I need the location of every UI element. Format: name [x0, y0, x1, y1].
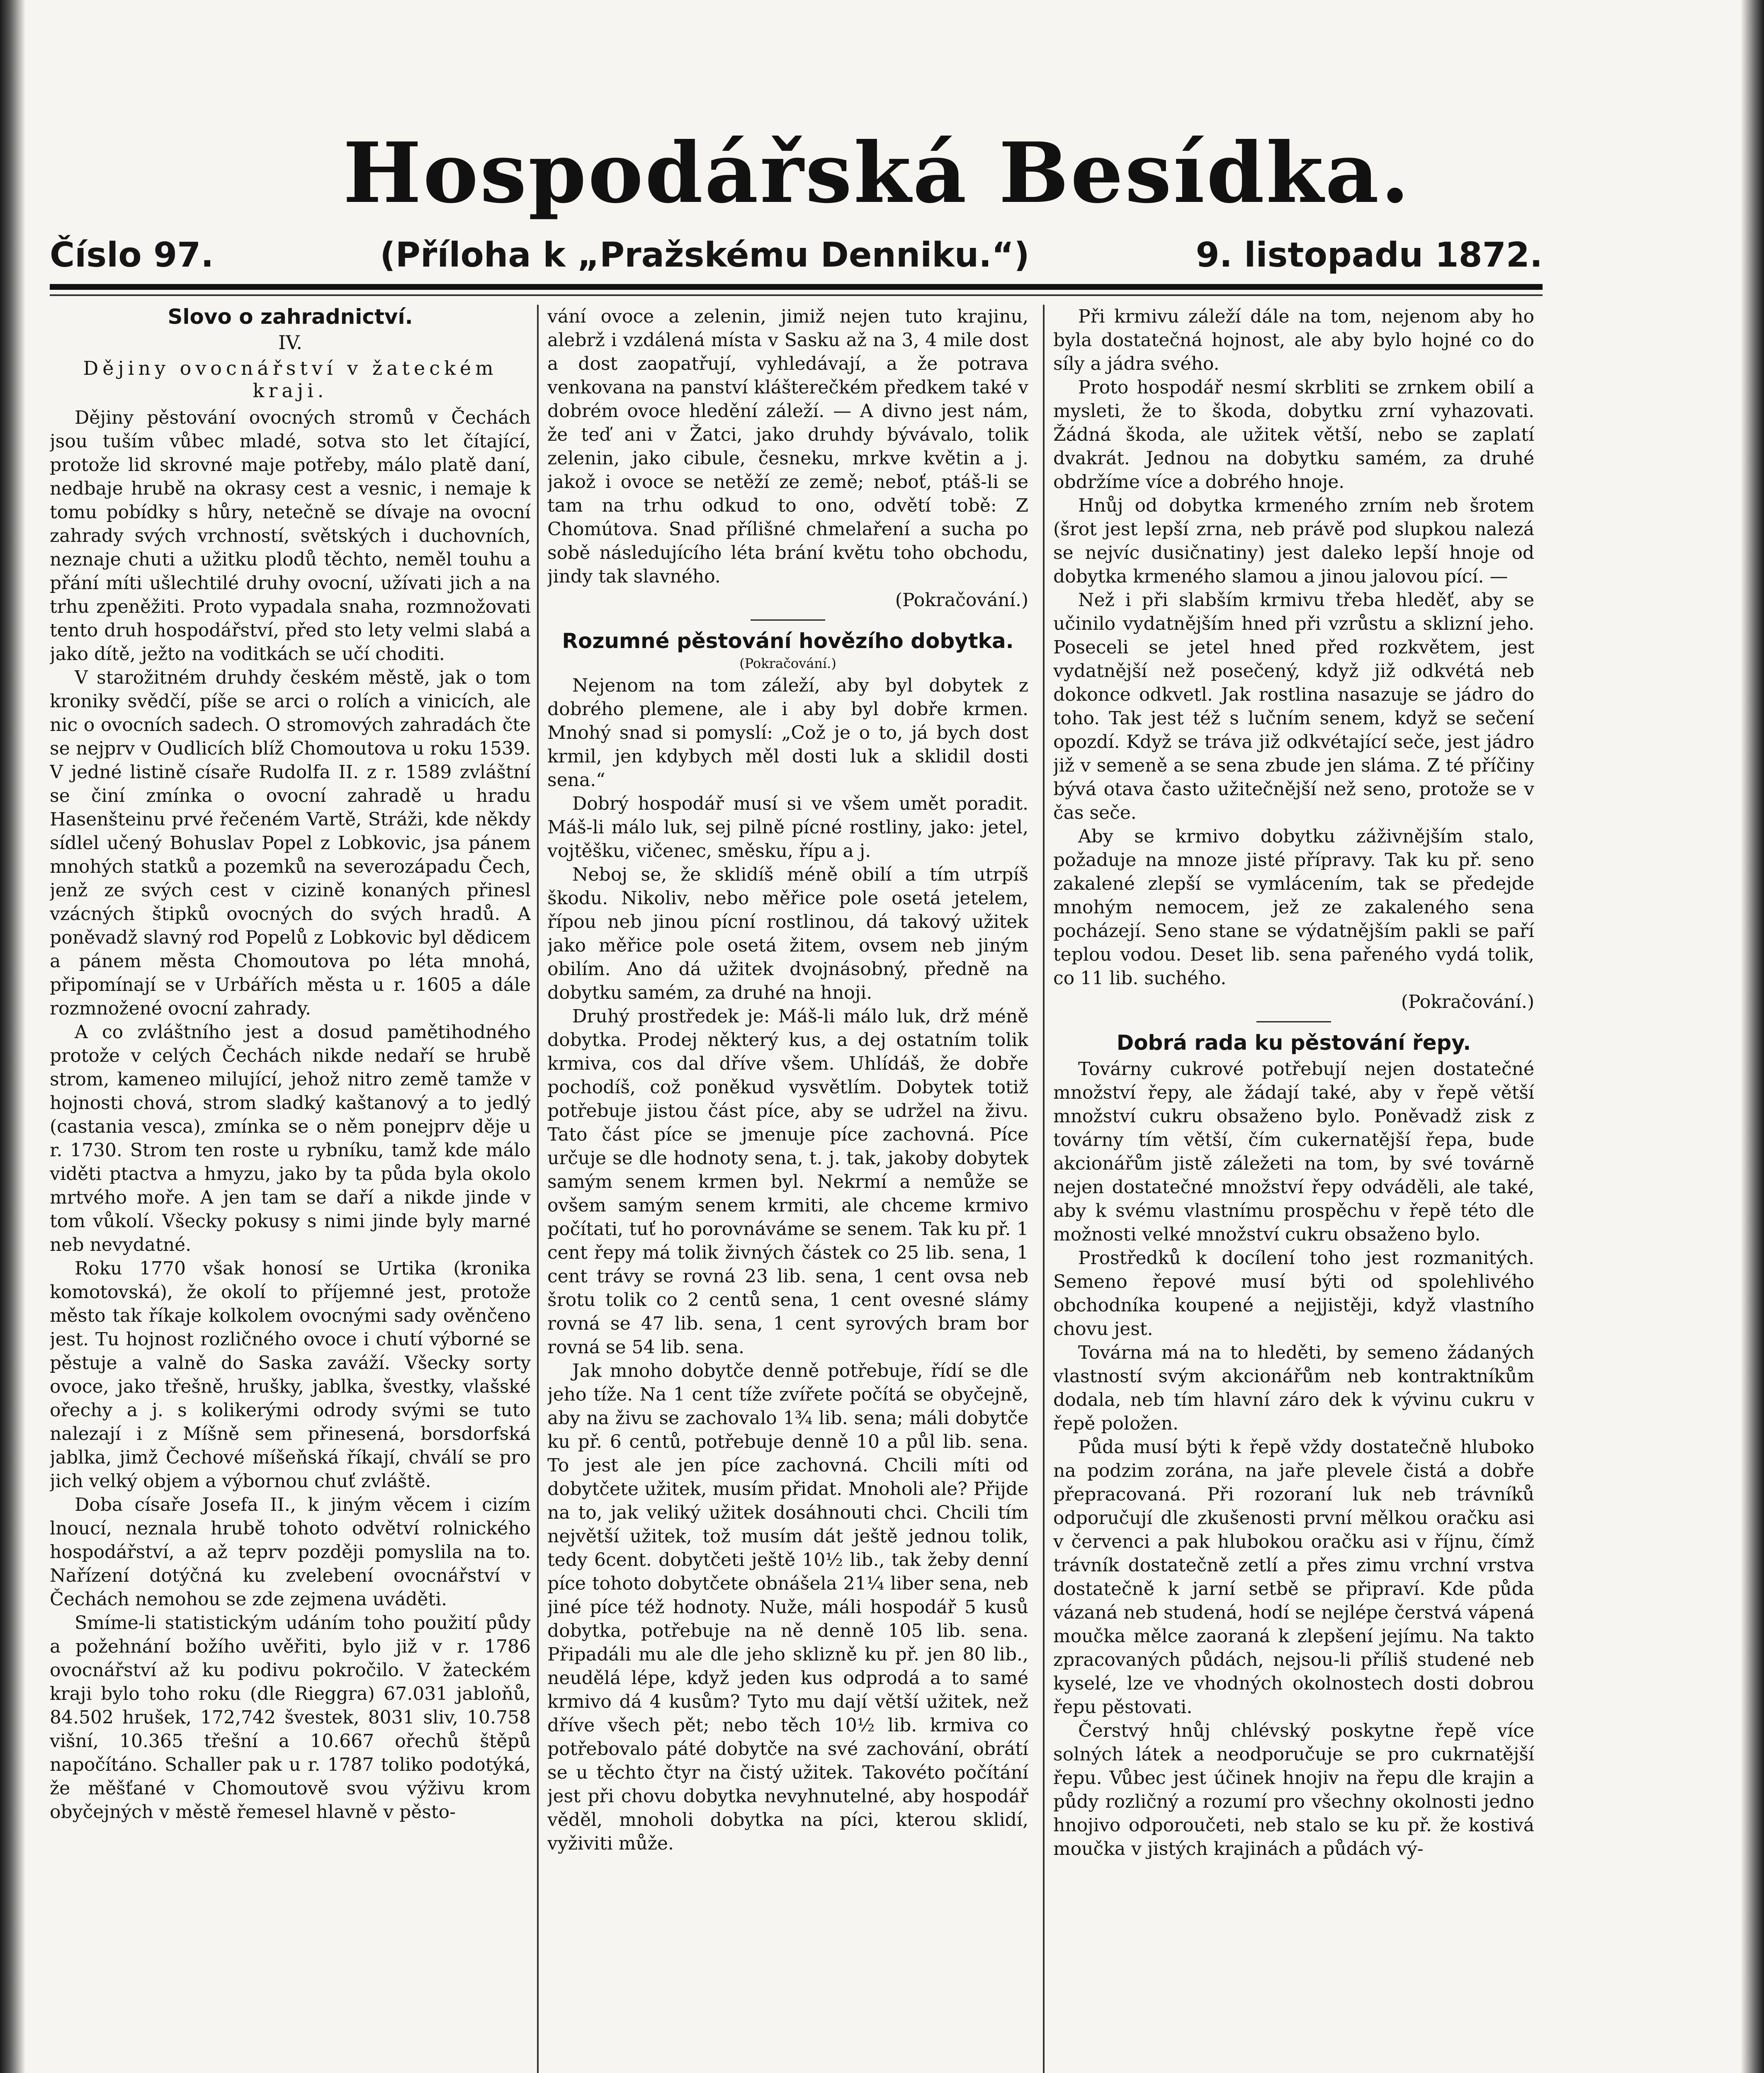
article-note: (Pokračování.) — [739, 655, 836, 671]
article-title: Rozumné pěstování hovězího dobytka. — [562, 629, 1014, 653]
column-1 — [50, 305, 531, 2073]
paragraph: Jak mnoho dobytče denně potřebuje, řídí se dle jeho tíže. Na 1 cent tíže zvířete počítá se obyčejně, aby na živu se zachovalo 1¾ lib. sena; máli dobytče ku př. 6 centů, potřebuje denně 10 a půl lib. sena. To jest ale jen píce zachovná. Chcili míti od dobytčete užitek, musím přidat. Mnoholi ale? Přijde na to, jak veliký užitek dosáhnouti chci. Chcili tím největší užitek, tož musím dát ještě jednou tolik, tedy 6cent. dobytčeti ještě 10½ lib., tak žeby denní píce tohoto dobytčete obnášela 21¼ liber sena, neb jiné píce též hodnoty. Nuže, máli hospodář 5 kusů dobytka, potřebuje na ně denně 105 lib. sena. Připadáli mu ale dle jeho sklizně ku př. jen 80 lib., neudělá lépe, když jeden kus odprodá a to samé krmivo dá 4 kusům? Tyto mu dají větší užitek, než dříve všech pět; nebo těch 10½ lib. krmiva co potřebovalo páté dobytče na své zachování, obrátí se u těchto čtyr na čistý užitek. Takovéto počítání jest při chovu dobytka nevyhnutelné, aby hospodář věděl, mnoholi dobytka na píci, kterou sklidí, vyživiti může. — [547, 1360, 1028, 1854]
supplement-note: (Příloha k „Pražskému Denniku.“) — [380, 235, 1030, 275]
paragraph: Aby se krmivo dobytku záživnějším stalo, požaduje na mnoze jisté přípravy. Tak ku př. seno zakalené zlepší se vymlácením, tak se předejde mnohým nemocem, jež ze zakaleného sena pocházejí. Seno stane se výdatnějším pakli se paří teplou vodou. Deset lib. sena pařeného vydá tolik, co 11 lib. suchého. — [1053, 826, 1534, 989]
paragraph: Při krmivu záleží dále na tom, nejenom aby ho byla dostatečná hojnost, ale aby bylo hojné co do síly a jádra svého. — [1053, 306, 1534, 374]
paragraph: Továrna má na to hleděti, by semeno žádaných vlastností svým akcionářům neb kontraktníkům dodala, neb tím hlavní záro dek k vývinu cukru v řepě položen. — [1053, 1342, 1534, 1434]
column-2 — [547, 305, 1028, 2073]
paragraph: Neboj se, že sklidíš méně obilí a tím utrpíš škodu. Nikoliv, nebo měřice pole osetá jetelem, řípou neb jinou pícní rostlinou, dá takový užitek jako měřice pole osetá žitem, ovsem neb jiným obilím. Ano dá užitek dvojnásobný, předně na dobytku samém, za druhé na hnoji. — [547, 864, 1028, 1003]
scan-edge-left — [0, 0, 25, 2073]
issue-date: 9. listopadu 1872. — [1195, 235, 1543, 275]
paragraph: Než i při slabším krmivu třeba hleděť, aby se učinilo vydatnějším hned při vzrůstu a sklizní jeho. Poseceli se jetel hned před rozkvětem, jest vydatnější než posečený, když již odkvétá neb dokonce odkvetl. Jak rostlina nasazuje se jádro do toho. Tak jest též s lučním senem, když se sečení opozdí. Když se tráva již odkvétající seče, jest jádro již v semeně a se sena zbude jen sláma. Z té příčiny bývá otava často užitečnější než seno, protože se v čas seče. — [1053, 590, 1534, 823]
masthead-title: Hospodářská Besídka. — [343, 124, 1411, 222]
issue-number: Číslo 97. — [50, 235, 214, 275]
paragraph: Dobrý hospodář musí si ve všem umět poradit. Máš-li málo luk, sej pilně pícné rostliny, jako: jetel, vojtěšku, vičenec, směsku, řípu a j. — [547, 793, 1028, 862]
paragraph: Hnůj od dobytka krmeného zrním neb šrotem (šrot jest lepší zrna, neb právě pod slupkou nalezá se nejvíc dusičnatiny) jest daleko lepší hnoje od dobytka krmeného slamou a jinou jalovou pící. — — [1053, 495, 1534, 587]
header-rule — [50, 284, 1543, 290]
issue-line — [50, 232, 1543, 278]
paragraph: Dějiny pěstování ovocných stromů v Čechách jsou tuším vůbec mladé, sotva sto let čítající, protože lid skrovné maje potřeby, málo platě daní, nedbaje hrubě na okrasy cest a vesnic, i nemaje k tomu pobídky s hůry, netečně se dívaje na ovocní zahrady svých vrchností, světských i duchovních, neznaje chuti a užitku plodů těchto, neměl touhu a přání míti ušlechtilé druhy ovocní, užívati jich a na trhu zpeněžiti. Proto vypadala snaha, rozmnožovati tento druh hospodářství, před sto lety velmi slabá a jako dítě, ježto na voditkách se učí choditi. — [50, 407, 531, 665]
article-divider — [1256, 1021, 1331, 1022]
header-rule-thin — [50, 294, 1543, 296]
column-3 — [1053, 305, 1534, 2073]
paragraph: Proto hospodář nesmí skrbliti se zrnkem obilí a mysleti, že to škoda, dobytku zrní vyhazovati. Žádná škoda, ale užitek větší, nebo se zaplatí dvakrát. Jednou na dobytku samém, za druhé obdržíme více a dobrého hnoje. — [1053, 377, 1534, 493]
article-part: IV. — [278, 331, 302, 354]
continued-note: (Pokračování.) — [1401, 991, 1534, 1012]
paragraph: A co zvláštního jest a dosud pamětihodného protože v celých Čechách nikde nedaří se hrubě strom, kameneo milující, jehož nitro země tamže v hojnosti chová, strom sladký kaštanový a to jedlý (castania vesca), zmínka se o něm ponejprv děje u r. 1730. Strom ten roste u rybníku, tamž kde málo viděti ptactva a hmyzu, jako by ta půda byla okolo mrtvého moře. A jen tam se daří a nikde jinde v tom vůkolí. Všecky pokusy s nimi jinde byly marné neb nevydatné. — [50, 1022, 531, 1255]
paragraph: Druhý prostředek je: Máš-li málo luk, drž méně dobytka. Prodej některý kus, a dej ostatním tolik krmiva, cos dal dříve všem. Uhlídáš, že dobře pochodíš, což poněkud vysvětlím. Dobytek totiž potřebuje jistou část píce, aby se udržel na živu. Tato část píce se jmenuje píce zachovná. Píce určuje se dle hodnoty sena, t. j. tak, jakoby dobytek samým senem krmen byl. Nekrmí a nemůže se ovšem samým senem krmiti, ale chceme krmivo počítati, tuť ho porovnáváme se senem. Tak ku př. 1 cent řepy má tolik živných částek co 25 lib. sena, 1 cent trávy se rovná 23 lib. sena, 1 cent ovsa neb šrotu tolik co 2 centů sena, 1 cent ovesné slámy rovná se 47 lib. sena, 1 cent syrových bram bor rovná se 54 lib. sena. — [547, 1006, 1028, 1358]
article-title: Slovo o zahradnictví. — [168, 305, 413, 329]
continued-note: (Pokračování.) — [895, 590, 1028, 611]
paragraph: Doba císaře Josefa II., k jiným věcem i cizím lnoucí, neznala hrubě tohoto odvětví rolnického hospodářství, a až teprv později pomyslila na to. Nařízení dotýčná ku zvelebení ovocnářství v Čechách nemohou se zde zejmena uváděti. — [50, 1494, 531, 1610]
article-title: Dobrá rada ku pěstování řepy. — [1116, 1031, 1471, 1055]
article-divider — [751, 619, 825, 621]
column-separator — [1043, 305, 1045, 2073]
section-heading: Dějiny ovocnářství v žateckém kraji. — [83, 357, 498, 402]
paragraph: Smíme-li statistickým udáním toho použití půdy a požehnání božího uvěřiti, bylo již v r. 1786 ovocnářství až ku podivu pokročilo. V žateckém kraji bylo toho roku (dle Rieggra) 67.031 jabloňů, 84.502 hrušek, 172,742 švestek, 8031 sliv, 10.758 višní, 10.365 třešní a 10.667 ořechů štěpů napočítáno. Schaller pak u r. 1787 toliko podotýká, že měšťané v Chomoutově svou výživu krom obyčejných v městě řemesel hlavně v pěsto- — [50, 1612, 531, 1823]
paragraph: Půda musí býti k řepě vždy dostatečně hluboko na podzim zorána, na jaře plevele čistá a dobře přepracovaná. Při rozoraní luk neb trávníků odporučují dle zkušenosti první mělkou oračku asi v červenci a pak hlubokou oračku asi v říjnu, čímž trávník dostatečně zetlí a přes zimu vrchní vrstva dostatečně k jarní setbě se připraví. Kde půda vázaná neb studená, hodí se nejlépe čerstvá vápená moučka mělce zaoraná k zlepšení jejímu. Na takto zpracovaných půdách, nejsou-li příliš studené neb kyselé, lze ve vhodných okolnostech dosti dobrou řepu pěstovati. — [1053, 1437, 1534, 1718]
paragraph: Roku 1770 však honosí se Urtika (kronika komotovská), že okolí to příjemné jest, protože město tak říkaje kolkolem ovocnými sady ověnčeno jest. Tu hojnost rozličného ovoce i chutí výborné se pěstuje a valně do Saska zaváží. Všecky sorty ovoce, jako třešně, hrušky, jablka, švestky, vlašské ořechy a j. s kolikerými odrody svými se tuto nalezají i z Míšně sem přinesená, borsdorfská jablka, jimž Čechové míšeňská říkají, chválí se pro jich velký objem a výbornou chuť zvláště. — [50, 1258, 531, 1492]
scan-edge-right — [1741, 0, 1764, 2073]
paragraph: Továrny cukrové potřebují nejen dostatečné množství řepy, ale žádají také, aby v řepě větší množství cukru obsaženo bylo. Poněvadž zisk z továrny tím větší, čím cukernatější řepa, bude akcionářům jistě záležeti na tom, by své továrně nejen dostatečné množství řepy odváděli, ale také, aby k svému vlastnímu prospěchu v řepě této dle možnosti velké množství cukru obsaženo bylo. — [1053, 1058, 1534, 1245]
paragraph: Čerstvý hnůj chlévský poskytne řepě více solných látek a neodporučuje se pro cukrnatější řepu. Vůbec jest účinek hnojiv na řepu dle krajin a půdy rozličný a rozumí pro všechny okolnosti jedno hnojivo odporoučeti, neb stalo se ku př. že kostivá moučka v jistých krajinách a půdách vý- — [1053, 1720, 1534, 1859]
paragraph: Nejenom na tom záleží, aby byl dobytek z dobrého plemene, ale i aby byl dobře krmen. Mnohý snad si pomyslí: „Což je o to, já bych dost krmil, jen kdybych měl dosti luk a sklidil dosti sena.“ — [547, 675, 1028, 791]
paragraph: vání ovoce a zelenin, jimiž nejen tuto krajinu, alebrž i vzdálená místa v Sasku až na 3, 4 mile dost a dost zaopatřují, vyhledávají, a že potrava venkovana na panství klášterečkém předkem také v dobrém ovoce hledění záleží. — A divno jest nám, že teď ani v Žatci, jako druhdy bývávalo, tolik zelenin, jako cibule, česneku, mrkve květin a j. jakož i ovoce se netěží ze země; neboť, ptáš-li se tam na trhu odkud to ono, odvětí tobě: Z Chomútova. Snad přílišné chmelaření a sucha po sobě následujícího léta brání květu toho obchodu, jindy tak slavného. — [547, 306, 1028, 587]
column-separator — [537, 305, 539, 2073]
paragraph: V starožitném druhdy českém městě, jak o tom kroniky svědčí, píše se arci o rolích a vinicích, ale nic o ovocních sadech. O stromových zahradách čte se nejprv v Oudlicích blíž Chomoutova u roku 1539. V jedné listině císaře Rudolfa II. z r. 1589 zvláštní se činí zmínka o ovocní zahradě u hradu Hasenšteinu prvé řečeném Vartě, Stráži, kde někdy sídlel učený Bohuslav Popel z Lobkovic, jsa pánem mnohých statků a pozemků na severozápadu Čech, jenž ze svých cest v cizině konaných přinesl vzácných štipků ovocných do svých hradů. A poněvadž slavný rod Popelů z Lobkovic byl dědicem a pánem města Chomoutova po léta mnohá, připomínají se v Urbářích města u r. 1605 a dále rozmnožené ovocní zahrady. — [50, 667, 531, 1019]
paragraph: Prostředků k docílení toho jest rozmanitých. Semeno řepové musí býti od spolehlivého obchodníka koupené a nejjistěji, když vlastního chovu jest. — [1053, 1248, 1534, 1340]
